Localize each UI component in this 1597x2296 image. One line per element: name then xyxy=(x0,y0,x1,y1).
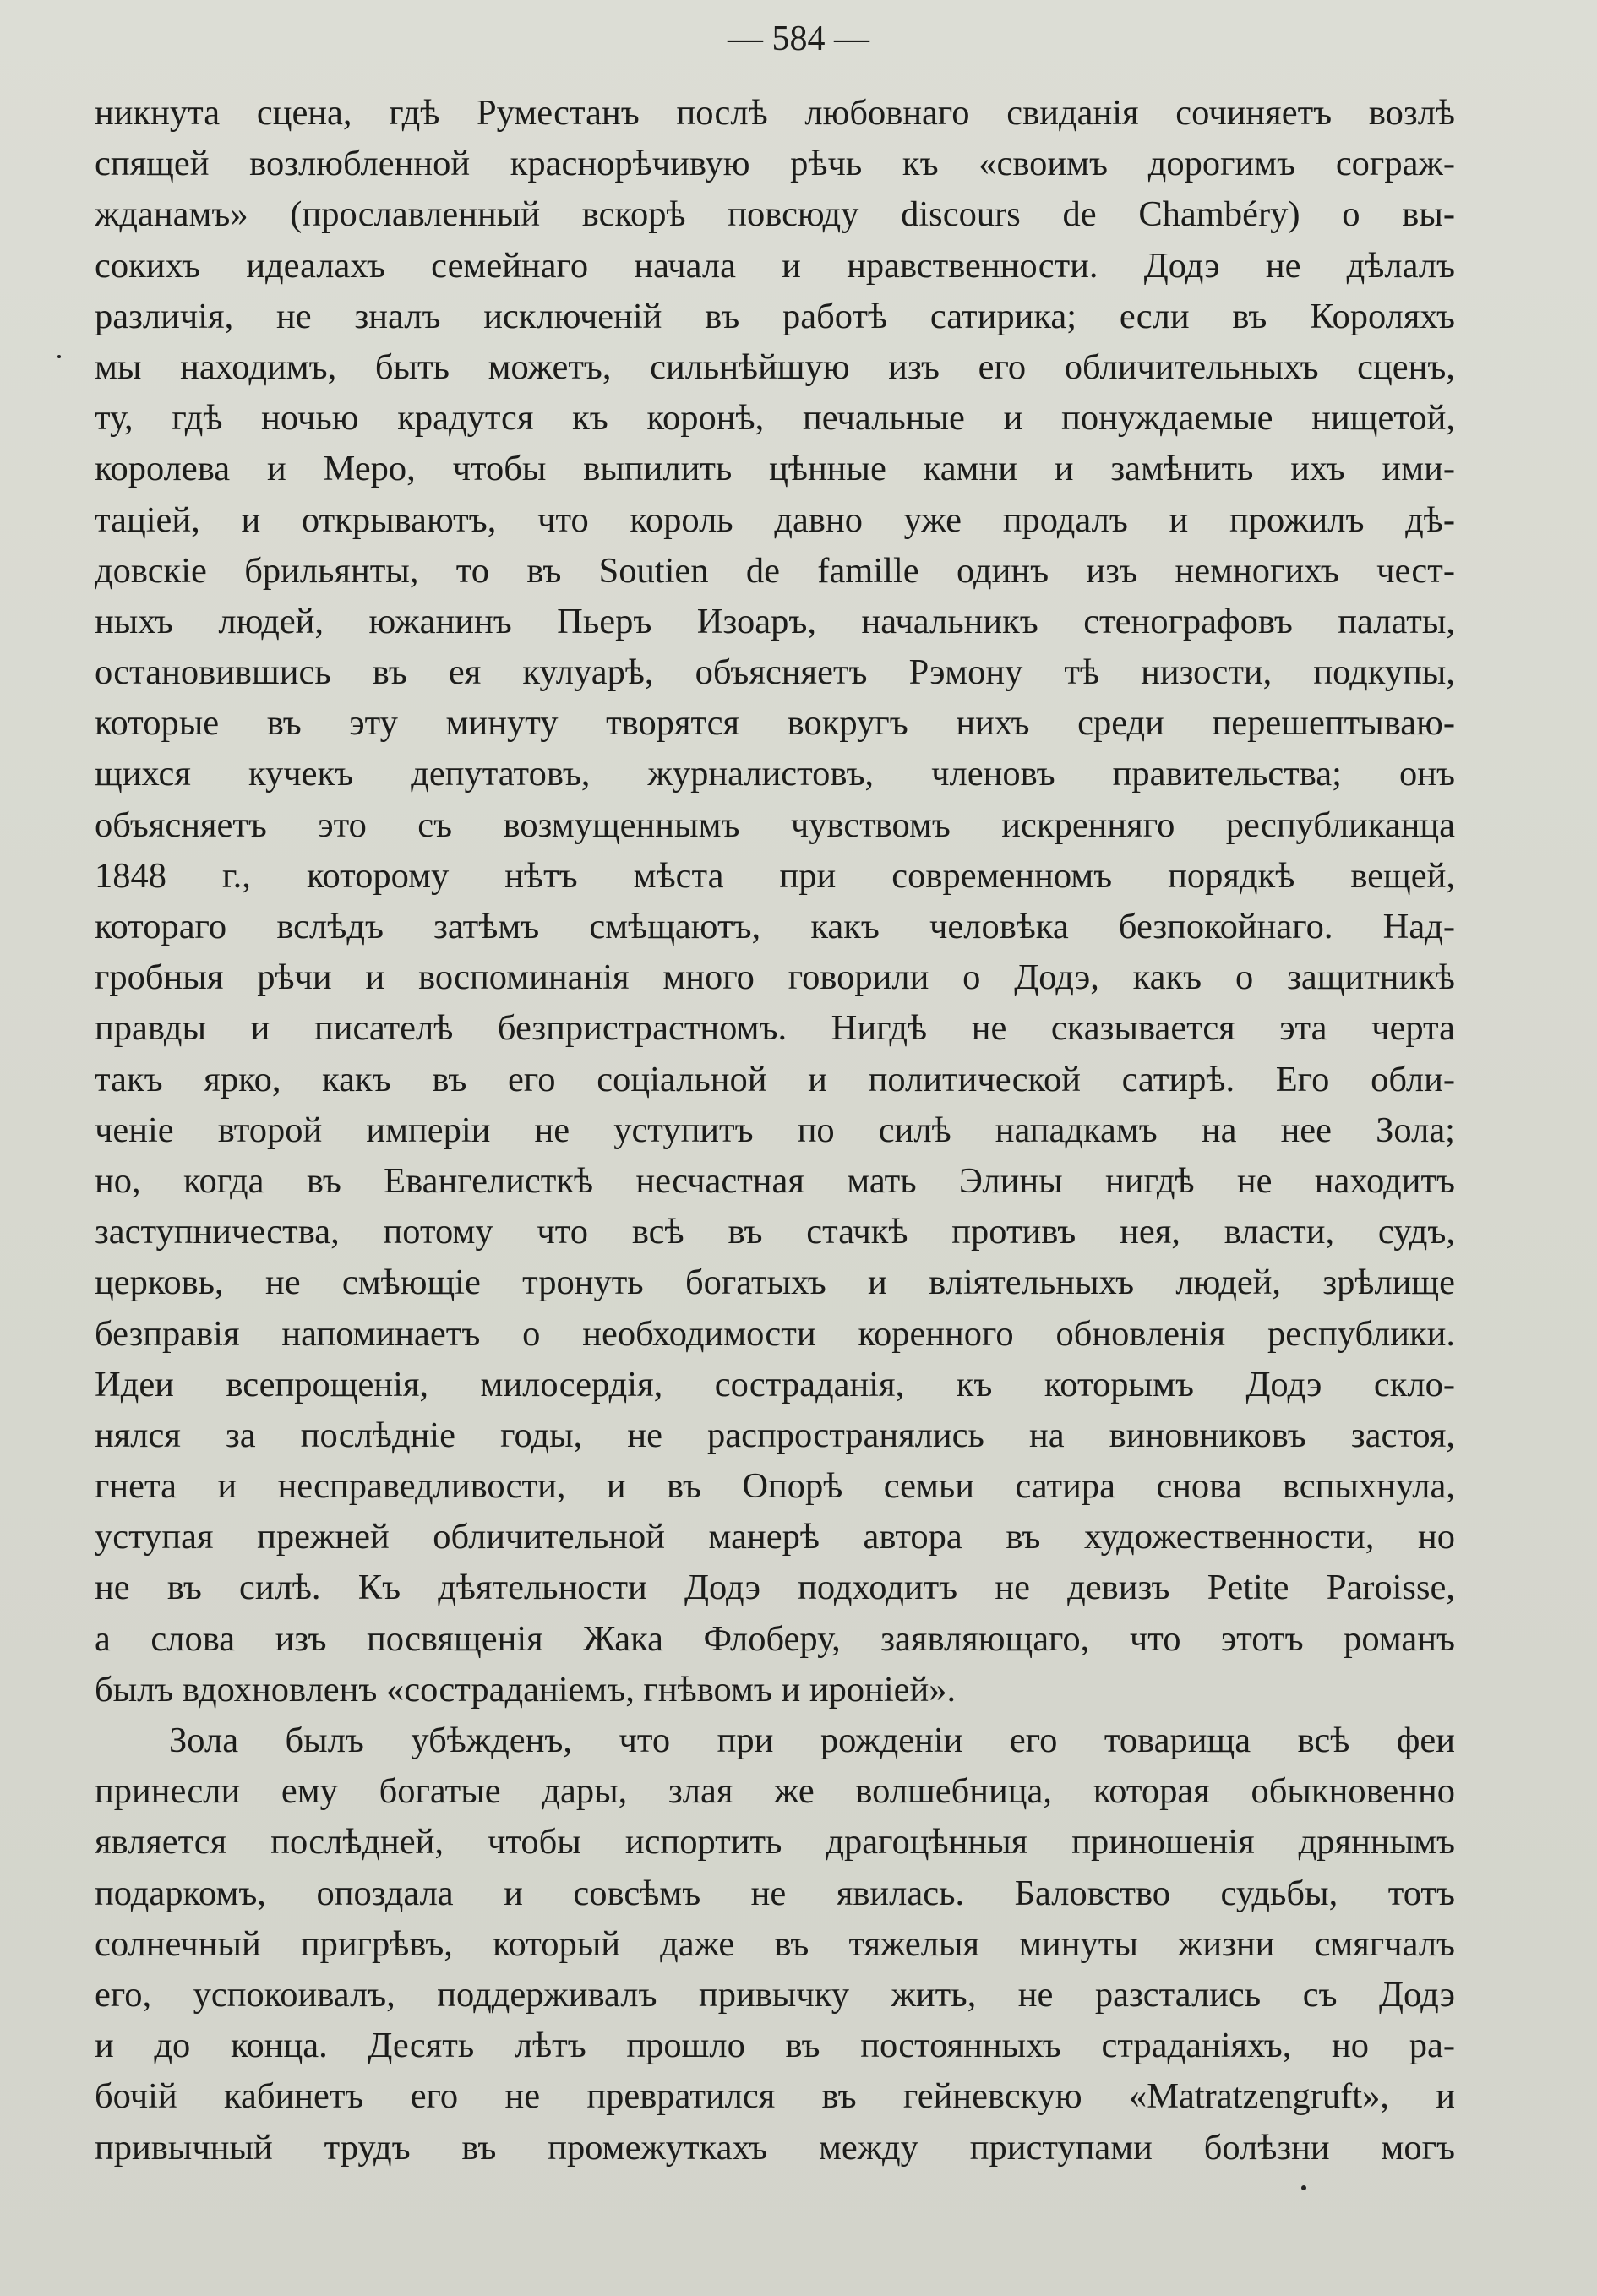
text-line: 1848 г., которому нѣтъ мѣста при современномъ порядкѣ вещей, xyxy=(95,855,1455,896)
text-line: а слова изъ посвященія Жака Флоберу, заявляющаго, что этотъ романъ xyxy=(95,1618,1455,1659)
text-line: привычный трудъ въ промежуткахъ между приступами болѣзни могъ xyxy=(95,2127,1455,2168)
text-line: довскіе брильянты, то въ Soutien de famille одинъ изъ немногихъ чест- xyxy=(95,550,1455,591)
text-line: гробныя рѣчи и воспоминанія много говорили о Додэ, какъ о защитникѣ xyxy=(95,957,1455,998)
text-line: принесли ему богатые дары, злая же волшебница, которая обыкновенно xyxy=(95,1771,1455,1812)
text-line: королева и Меро, чтобы выпилить цѣнные камни и замѣнить ихъ ими- xyxy=(95,449,1455,489)
text-line: такъ ярко, какъ въ его соціальной и политической сатирѣ. Его обли- xyxy=(95,1059,1455,1099)
text-line: мы находимъ, быть можетъ, сильнѣйшую изъ его обличительныхъ сценъ, xyxy=(95,346,1455,387)
text-line: является послѣдней, чтобы испортить драгоцѣнныя приношенія дряннымъ xyxy=(95,1822,1455,1862)
text-line: жданамъ» (прославленный вскорѣ повсюду discours de Chambéry) о вы- xyxy=(95,194,1455,235)
text-line: но, когда въ Евангелисткѣ несчастная мать Элины нигдѣ не находитъ xyxy=(95,1160,1455,1201)
text-line: церковь, не смѣющіе тронуть богатыхъ и вліятельныхъ людей, зрѣлище xyxy=(95,1263,1455,1303)
text-line: Зола былъ убѣжденъ, что при рожденіи его товарища всѣ феи xyxy=(169,1721,1455,1760)
text-line: щихся кучекъ депутатовъ, журналистовъ, членовъ правительства; онъ xyxy=(95,754,1455,794)
ink-speck xyxy=(1301,2185,1306,2190)
text-line: нялся за послѣдніе годы, не распространялись на виновниковъ застоя, xyxy=(95,1415,1455,1455)
text-line: подаркомъ, опоздала и совсѣмъ не явилась. Баловство судьбы, тотъ xyxy=(95,1873,1455,1913)
text-line: солнечный пригрѣвъ, который даже въ тяжелыя минуты жизни смягчалъ xyxy=(95,1923,1455,1964)
text-line: его, успокоивалъ, поддерживалъ привычку жить, не разстались съ Додэ xyxy=(95,1974,1455,2015)
text-line: остановившись въ ея кулуарѣ, объясняетъ Рэмону тѣ низости, подкупы, xyxy=(95,652,1455,693)
text-line: не въ силѣ. Къ дѣятельности Додэ подходитъ не девизъ Petite Paroisse, xyxy=(95,1568,1455,1608)
text-line: гнета и несправедливости, и въ Опорѣ семьи сатира снова вспыхнула, xyxy=(95,1466,1455,1507)
ink-speck xyxy=(57,355,61,358)
text-line: ченіе второй имперіи не уступитъ по силѣ нападкамъ на нее Зола; xyxy=(95,1110,1455,1150)
text-line: спящей возлюбленной краснорѣчивую рѣчь къ «своимъ дорогимъ сограж- xyxy=(95,144,1455,184)
text-line: котораго вслѣдъ затѣмъ смѣщаютъ, какъ человѣка безпокойнаго. Над- xyxy=(95,907,1455,946)
page-number: — 584 — xyxy=(728,19,869,58)
text-line: уступая прежней обличительной манерѣ автора въ художественности, но xyxy=(95,1517,1455,1557)
text-line: бочій кабинетъ его не превратился въ гейневскую «Matratzengruft», и xyxy=(95,2076,1455,2117)
text-line: различія, не зналъ исключеній въ работѣ сатирика; если въ Короляхъ xyxy=(95,296,1455,336)
text-line: ныхъ людей, южанинъ Пьеръ Изоаръ, начальникъ стенографовъ палаты, xyxy=(95,601,1455,641)
text-line: сокихъ идеалахъ семейнаго начала и нравственности. Додэ не дѣлалъ xyxy=(95,245,1455,286)
text-line: никнута сцена, гдѣ Руместанъ послѣ любовнаго свиданія сочиняетъ возлѣ xyxy=(95,93,1455,133)
text-line: правды и писателѣ безпристрастномъ. Нигдѣ не сказывается эта черта xyxy=(95,1008,1455,1049)
text-line: которые въ эту минуту творятся вокругъ нихъ среди перешептываю- xyxy=(95,703,1455,744)
text-line: и до конца. Десять лѣтъ прошло въ постоянныхъ страданіяхъ, но ра- xyxy=(95,2026,1455,2066)
text-line: заступничества, потому что всѣ въ стачкѣ противъ нея, власти, судъ, xyxy=(95,1212,1455,1252)
text-line: ту, гдѣ ночью крадутся къ коронѣ, печальные и понуждаемые нищетой, xyxy=(95,398,1455,439)
text-line: былъ вдохновленъ «состраданіемъ, гнѣвомъ и ироніей». xyxy=(95,1669,957,1710)
text-line: безправія напоминаетъ о необходимости коренного обновленія республики. xyxy=(95,1313,1455,1354)
body-text xyxy=(95,88,1455,2173)
text-line: таціей, и открываютъ, что король давно уже продалъ и прожилъ дѣ- xyxy=(95,499,1455,540)
text-line: Идеи всепрощенія, милосердія, состраданія, къ которымъ Додэ скло- xyxy=(95,1364,1455,1404)
text-line: объясняетъ это съ возмущеннымъ чувствомъ искренняго республиканца xyxy=(95,804,1455,845)
